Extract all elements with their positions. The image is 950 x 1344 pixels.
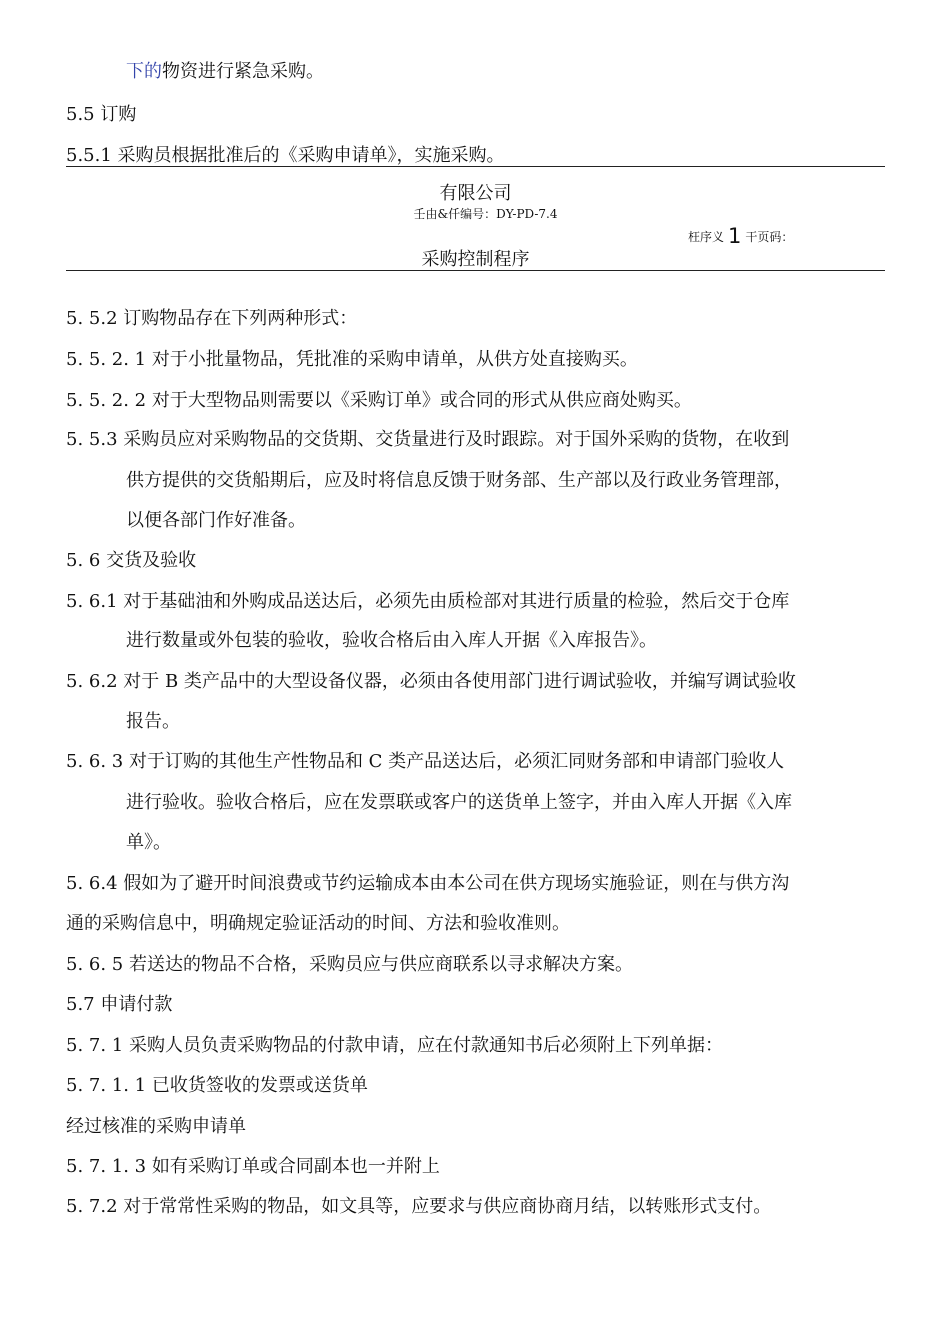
text-line: 5. 7. 1. 3 如有采购订单或合同副本也一并附上 [66,1156,440,1177]
company-name: 有限公司 [439,183,512,204]
section-heading: 5.5 订购 [66,104,137,125]
section-heading: 5. 6 交货及验收 [66,550,197,571]
text-line: 5. 6.2 对于 B 类产品中的大型设备仪器，必须由各使用部门进行调试验收，并编写调试验收 [66,671,796,692]
page-suffix: 干页码： [745,230,794,244]
text-line: 通的采购信息中，明确规定验证活动的时间、方法和验收准则。 [66,913,570,934]
text-line: 5. 5.3 采购员应对采购物品的交货期、交货量进行及时跟踪。对于国外采购的货物，在收到 [66,429,790,450]
text-line: 5. 7.2 对于常常性采购的物品，如文具等，应要求与供应商协商月结，以转账形式支付。 [66,1196,772,1217]
text-line: 供方提供的交货船期后，应及时将信息反馈于财务部、生产部以及行政业务管理部， [126,470,792,491]
text-line: 5. 6. 3 对于订购的其他生产性物品和 C 类产品送达后，必须汇同财务部和申请部门验收人 [66,751,785,772]
text-line: 经过核准的采购申请单 [66,1116,246,1137]
page-info [688,224,793,249]
page-prefix: 枉序义 [688,230,725,244]
procedure-title: 采购控制程序 [421,249,530,270]
text-line [126,60,324,84]
header-bottom-rule [66,270,885,271]
text-prefix: 下的 [126,61,162,82]
text-content: 物资进行紧急采购。 [162,61,324,82]
text-line: 5. 7. 1. 1 已收货签收的发票或送货单 [66,1075,368,1096]
text-line: 报告。 [126,711,180,732]
page-number: 1 [728,224,742,248]
text-line: 5. 7. 1 采购人员负责采购物品的付款申请，应在付款通知书后必须附上下列单据： [66,1035,723,1056]
text-line: 5. 5.2 订购物品存在下列两种形式： [66,308,358,329]
text-line: 以便各部门作好准备。 [126,510,306,531]
text-line: 单》。 [126,832,171,853]
text-line: 5. 6. 5 若送达的物品不合格，采购员应与供应商联系以寻求解决方案。 [66,954,633,975]
text-line: 5. 5. 2. 1 对于小批量物品，凭批准的采购申请单，从供方处直接购买。 [66,349,638,370]
header-top-rule [66,166,885,167]
text-line: 进行验收。验收合格后，应在发票联或客户的送货单上签字，并由入库人开据《入库 [126,792,792,813]
text-line: 5. 6.4 假如为了避开时间浪费或节约运输成本由本公司在供方现场实施验证，则在与供方沟 [66,873,790,894]
text-line: 5. 6.1 对于基础油和外购成品送达后，必须先由质检部对其进行质量的检验，然后交于仓库 [66,591,790,612]
section-heading: 5.7 申请付款 [66,994,173,1015]
document-number: 壬由&仟编号：DY-PD-7.4 [413,207,558,221]
text-line: 5. 5. 2. 2 对于大型物品则需要以《采购订单》或合同的形式从供应商处购买。 [66,390,692,411]
text-line: 进行数量或外包装的验收，验收合格后由入库人开据《入库报告》。 [126,630,657,651]
text-line: 5.5.1 采购员根据批准后的《采购申请单》，实施采购。 [66,145,505,166]
